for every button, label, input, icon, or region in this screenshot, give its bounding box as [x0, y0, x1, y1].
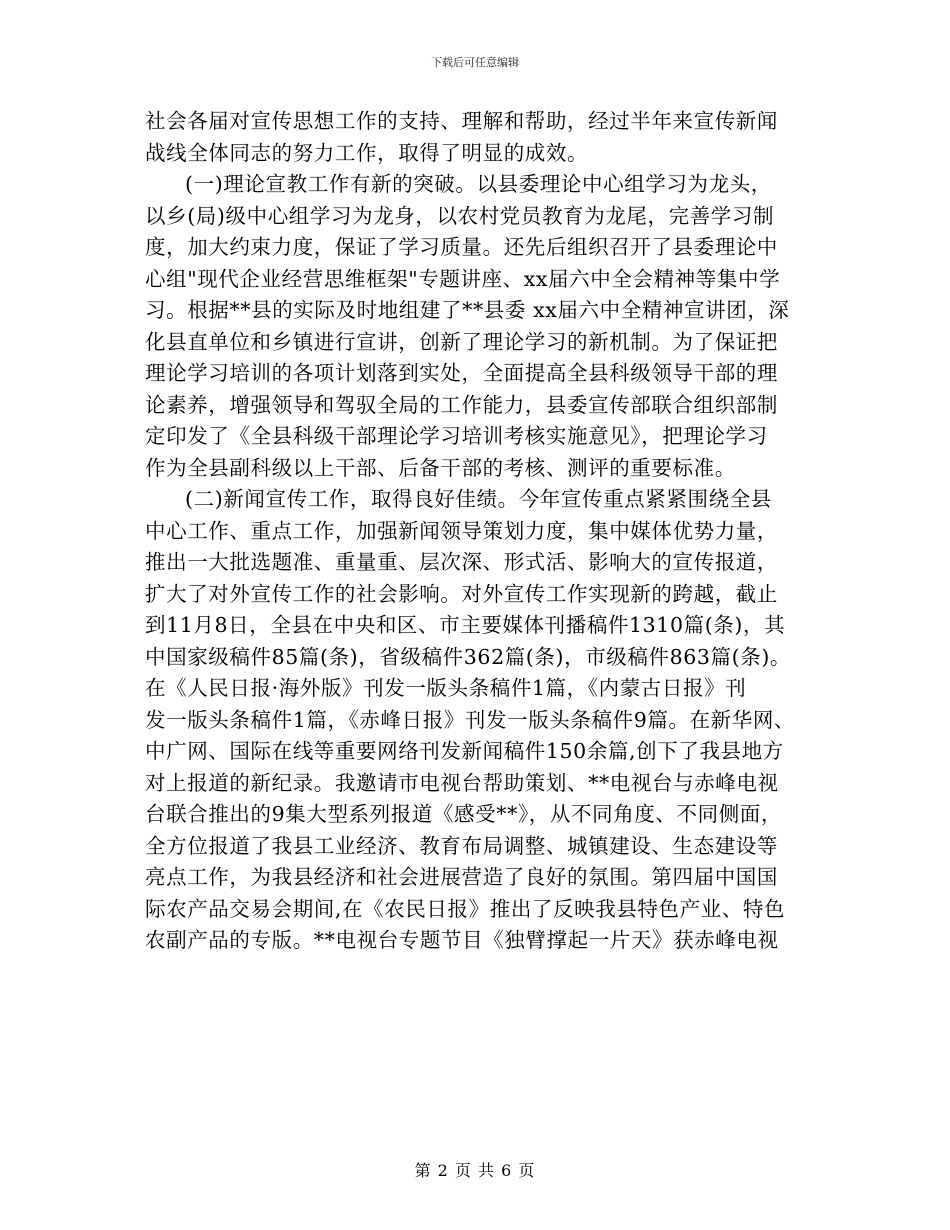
text-line: 在《人民日报·海外版》刊发一版头条稿件1篇，《内蒙古日报》刊: [145, 676, 747, 700]
text-line: 对上报道的新纪录。我邀请市电视台帮助策划、**电视台与赤峰电视: [145, 770, 779, 795]
text-line: 以乡(局)级中心组学习为龙身，以农村党员教育为龙尾，完善学习制: [145, 203, 775, 228]
text-line: 战线全体同志的努力工作，取得了明显的成效。: [145, 140, 589, 165]
text-line: 际农产品交易会期间,在《农民日报》推出了反映我县特色产业、特色: [145, 896, 786, 921]
page-footer: 第 2 页 共 6 页: [414, 1161, 536, 1180]
text-line: 推出一大批选题准、重量重、层次深、形式活、影响大的宣传报道，: [145, 550, 778, 574]
text-line: 作为全县副科级以上干部、后备干部的考核、测评的重要标准。: [145, 455, 736, 480]
text-line: 化县直单位和乡镇进行宣讲，创新了理论学习的新机制。为了保证把: [145, 329, 778, 354]
text-line: 中广网、国际在线等重要网络刊发新闻稿件150余篇,创下了我县地方: [145, 739, 784, 763]
page-header: 下载后可任意编辑: [431, 56, 519, 69]
paragraph-heading-line: (一)理论宣教工作有新的突破。以县委理论中心组学习为龙头，: [185, 172, 772, 196]
text-line: 农副产品的专版。**电视台专题节目《独臂撑起一片天》获赤峰电视: [145, 928, 779, 952]
text-line: 全方位报道了我县工业经济、教育布局调整、城镇建设、生态建设等: [145, 833, 778, 858]
text-line: 社会各届对宣传思想工作的支持、理解和帮助，经过半年来宣传新闻: [145, 109, 778, 133]
text-line: 中心工作、重点工作，加强新闻领导策划力度，集中媒体优势力量，: [145, 518, 778, 543]
text-line: 扩大了对外宣传工作的社会影响。对外宣传工作实现新的跨越，截止: [145, 581, 778, 606]
text-line: 中国家级稿件85篇(条)，省级稿件362篇(条)，市级稿件863篇(条)。: [145, 644, 792, 669]
text-line: 习。根据**县的实际及时地组建了**县委 xx届六中全精神宣讲团，深: [145, 298, 790, 322]
text-line: 论素养，增强领导和驾驭全局的工作能力，县委宣传部联合组织部制: [145, 392, 778, 417]
document-body: [145, 106, 815, 957]
text-line: 度，加大约束力度，保证了学习质量。还先后组织召开了县委理论中: [145, 235, 778, 259]
text-line: 发一版头条稿件1篇，《赤峰日报》刊发一版头条稿件9篇。在新华网、: [145, 707, 796, 732]
text-line: 心组"现代企业经营思维框架"专题讲座、xx届六中全会精神等集中学: [145, 266, 781, 291]
text-line: 亮点工作，为我县经济和社会进展营造了良好的氛围。第四届中国国: [145, 865, 778, 889]
paragraph-heading-line: (二)新闻宣传工作，取得良好佳绩。今年宣传重点紧紧围绕全县: [185, 487, 772, 511]
text-line: 到11月8日，全县在中央和区、市主要媒体刊播稿件1310篇(条)，其: [145, 613, 786, 637]
text-line: 定印发了《全县科级干部理论学习培训考核实施意见》，把理论学习: [145, 424, 768, 448]
text-line: 台联合推出的9集大型系列报道《感受**》，从不同角度、不同侧面，: [145, 802, 782, 826]
text-line: 理论学习培训的各项计划落到实处，全面提高全县科级领导干部的理: [145, 361, 778, 385]
